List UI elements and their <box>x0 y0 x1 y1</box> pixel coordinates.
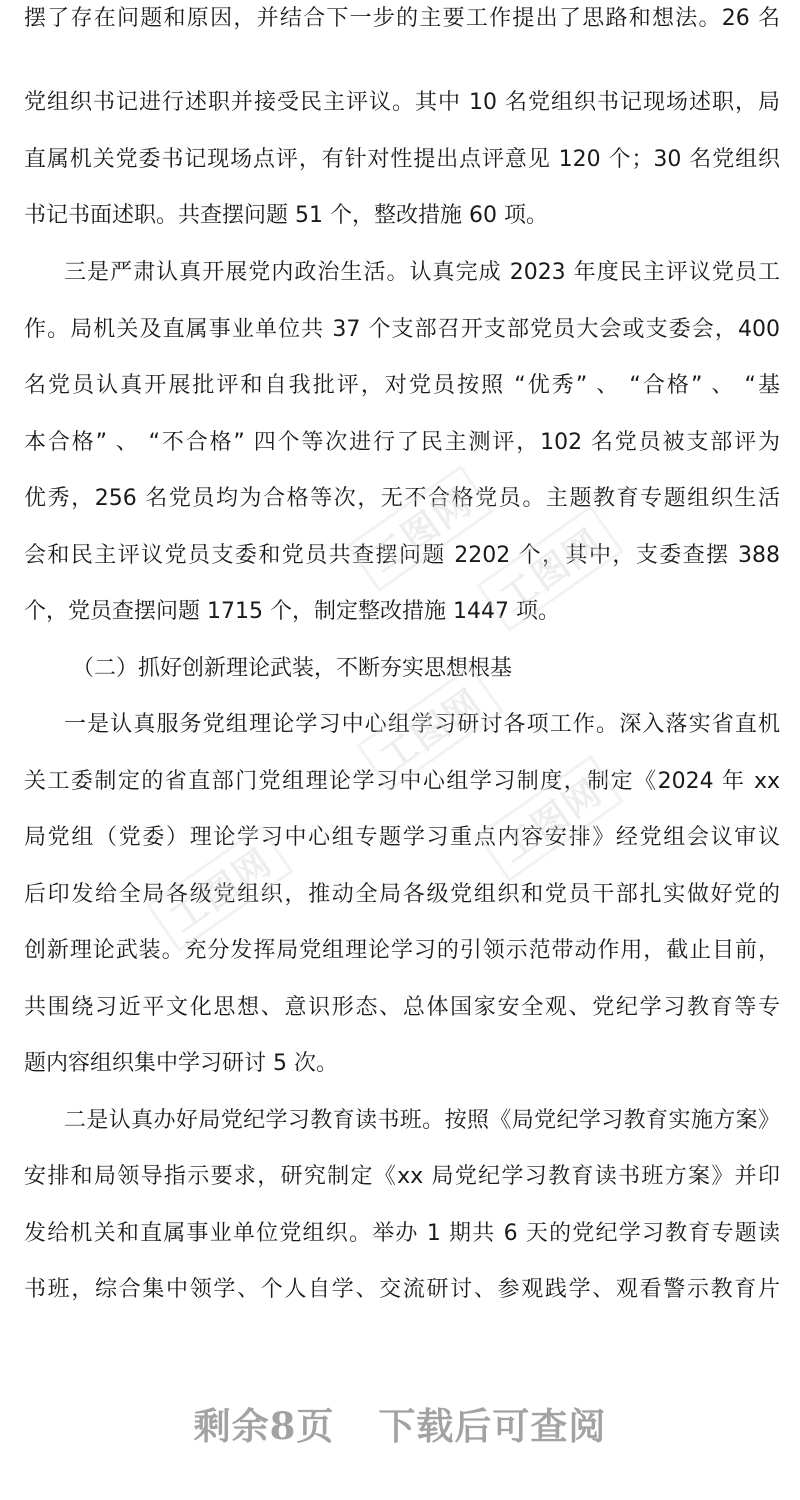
paragraph-line: 本合格” 、 “不合格” 四个等次进行了民主测评，102 名党员被支部评为 <box>24 430 780 455</box>
paragraph-line: 书记书面述职。共查摆问题 51 个，整改措施 60 项。 <box>24 203 548 228</box>
paragraph-line: 一是认真服务党组理论学习中心组学习研讨各项工作。深入落实省直机 <box>64 712 780 737</box>
paragraph-line: 摆了存在问题和原因，并结合下一步的主要工作提出了思路和想法。26 名 <box>24 6 780 31</box>
paragraph-line: 会和民主评议党员支委和党员共查摆问题 2202 个，其中，支委查摆 388 <box>24 543 780 568</box>
paragraph-line: 直属机关党委书记现场点评，有针对性提出点评意见 120 个；30 名党组织 <box>24 147 780 172</box>
download-prompt-footer[interactable] <box>0 1398 800 1448</box>
watermark: 工图网 <box>476 755 623 882</box>
section-heading: （二）抓好创新理论武装，不断夯实思想根基 <box>72 656 513 681</box>
watermark: 工图网 <box>346 465 493 592</box>
download-to-view-label[interactable]: 下载后可查阅 <box>378 1404 607 1448</box>
paragraph-line: 书班，综合集中领学、个人自学、交流研讨、参观践学、观看警示教育片 <box>24 1277 780 1302</box>
paragraph-line: 优秀，256 名党员均为合格等次，无不合格党员。主题教育专题组织生活 <box>24 486 780 511</box>
paragraph-line: 创新理论武装。充分发挥局党组理论学习的引领示范带动作用，截止目前， <box>24 938 780 963</box>
watermark: 工图网 <box>356 665 503 792</box>
paragraph-line: 二是认真办好局党纪学习教育读书班。按照《局党纪学习教育实施方案》 <box>64 1108 780 1133</box>
paragraph-line: 安排和局领导指示要求，研究制定《xx 局党纪学习教育读书班方案》并印 <box>24 1164 780 1189</box>
paragraph-line: 关工委制定的省直部门党组理论学习中心组学习制度，制定《2024 年 xx <box>24 769 780 794</box>
remaining-pages-label: 剩余8页 <box>193 1404 335 1448</box>
paragraph-line: 三是严肃认真开展党内政治生活。认真完成 2023 年度民主评议党员工 <box>64 260 780 285</box>
paragraph-line: 发给机关和直属事业单位党组织。举办 1 期共 6 天的党纪学习教育专题读 <box>24 1221 780 1246</box>
paragraph-line: 名党员认真开展批评和自我批评，对党员按照 “优秀” 、 “合格” 、 “基 <box>24 373 780 398</box>
watermark: 工图网 <box>146 825 293 952</box>
paragraph-line: 共围绕习近平文化思想、意识形态、总体国家安全观、党纪学习教育等专 <box>24 995 780 1020</box>
paragraph-line: 局党组（党委）理论学习中心组专题学习重点内容安排》经党组会议审议 <box>24 825 780 850</box>
paragraph-line: 后印发给全局各级党组织，推动全局各级党组织和党员干部扎实做好党的 <box>24 882 780 907</box>
watermark: 工图网 <box>476 505 623 632</box>
paragraph-line: 个，党员查摆问题 1715 个，制定整改措施 1447 项。 <box>24 599 560 624</box>
paragraph-line: 作。局机关及直属事业单位共 37 个支部召开支部党员大会或支委会，400 <box>24 317 780 342</box>
paragraph-line: 党组织书记进行述职并接受民主评议。其中 10 名党组织书记现场述职，局 <box>24 90 780 115</box>
paragraph-line: 题内容组织集中学习研讨 5 次。 <box>24 1051 338 1076</box>
